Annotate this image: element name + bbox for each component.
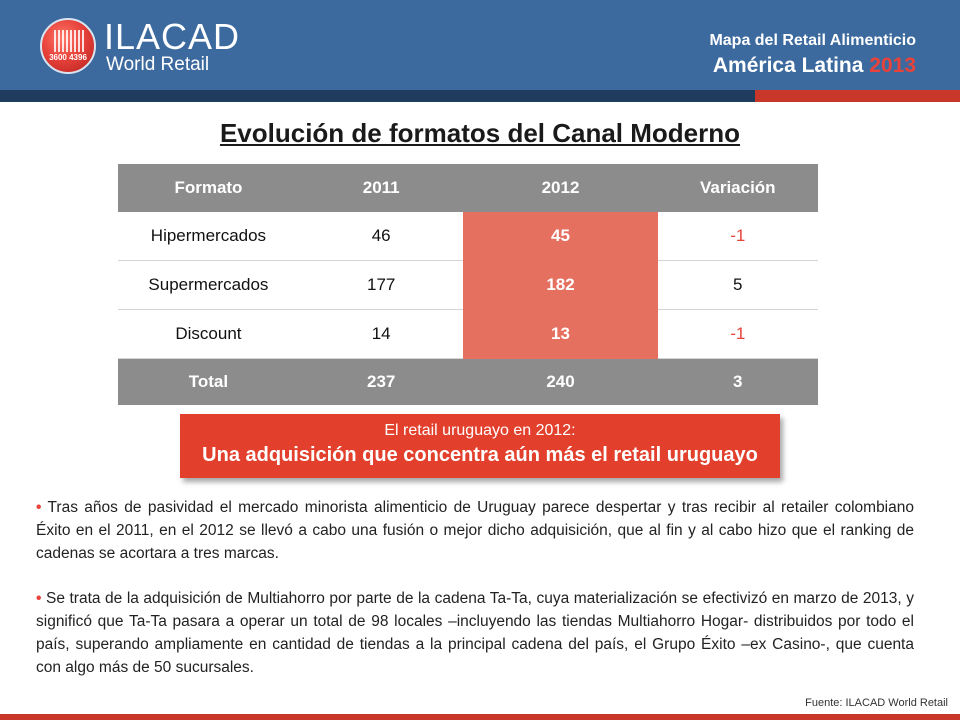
bullet-icon: • [36,590,42,607]
banner-subtitle: El retail uruguayo en 2012: [384,422,576,439]
cell-variacion: -1 [658,310,818,359]
cell-formato: Supermercados [118,261,299,310]
table-header-row [118,164,818,212]
paragraph [36,587,914,679]
cell-2012: 13 [463,310,657,359]
header-region: América Latina [712,54,864,77]
formats-table [118,164,818,405]
col-header-formato: Formato [118,164,299,212]
cell-variacion: -1 [658,212,818,261]
cell-total-2012: 240 [463,359,657,406]
cell-2012: 45 [463,212,657,261]
col-header-variacion: Variación [658,164,818,212]
cell-variacion: 5 [658,261,818,310]
paragraph [36,496,914,565]
logo-numbers: 3600 4396 [49,53,87,62]
cell-2011: 14 [299,310,464,359]
cell-formato: Hipermercados [118,212,299,261]
cell-total-label: Total [118,359,299,406]
cell-2012: 182 [463,261,657,310]
cell-2011: 177 [299,261,464,310]
cell-total-2011: 237 [299,359,464,406]
footer-divider [0,714,960,720]
logo-icon [40,18,96,74]
table-total-row [118,359,818,406]
header-line1: Mapa del Retail Alimenticio [709,32,916,49]
banner-headline: Una adquisición que concentra aún más el retail uruguayo [202,444,758,466]
paragraph-text: Se trata de la adquisición de Multiahorro por parte de la cadena Ta-Ta, cuya materialización se efectivizó en marzo de 2013, y significó que Ta-Ta pasara a operar un total de 98 locales –incluyendo las tiendas Multiahorro Hogar- distribuidos por todo el país, superando ampliamente en cantidad de tiendas a la principal cadena del país, el Grupo Éxito –ex Casino-, que cuenta con algo más de 50 sucursales. [36,590,914,676]
cell-total-variacion: 3 [658,359,818,406]
highlight-banner [180,414,780,478]
barcode-icon [54,30,84,52]
logo-name: ILACAD [104,16,241,57]
header-year: 2013 [869,54,916,77]
table-row [118,212,818,261]
header-accent [755,90,960,102]
bullet-icon: • [36,499,42,516]
header-bar [0,0,960,90]
paragraph-text: Tras años de pasividad el mercado minorista alimenticio de Uruguay parece despertar y tras recibir al retailer colombiano Éxito en el 2011, en el 2012 se llevó a cabo una fusión o mejor dicho adquisición, que al fin y al cabo hizo que el ranking de cadenas se acortara a tres marcas. [36,499,914,562]
source-note: Fuente: ILACAD World Retail [805,697,948,709]
table-row [118,261,818,310]
col-header-2012: 2012 [463,164,657,212]
header-line2 [713,54,916,78]
col-header-2011: 2011 [299,164,464,212]
logo-subtitle: World Retail [106,54,210,75]
page-title: Evolución de formatos del Canal Moderno [219,118,741,148]
body-text [36,496,914,701]
cell-2011: 46 [299,212,464,261]
cell-formato: Discount [118,310,299,359]
table-row [118,310,818,359]
